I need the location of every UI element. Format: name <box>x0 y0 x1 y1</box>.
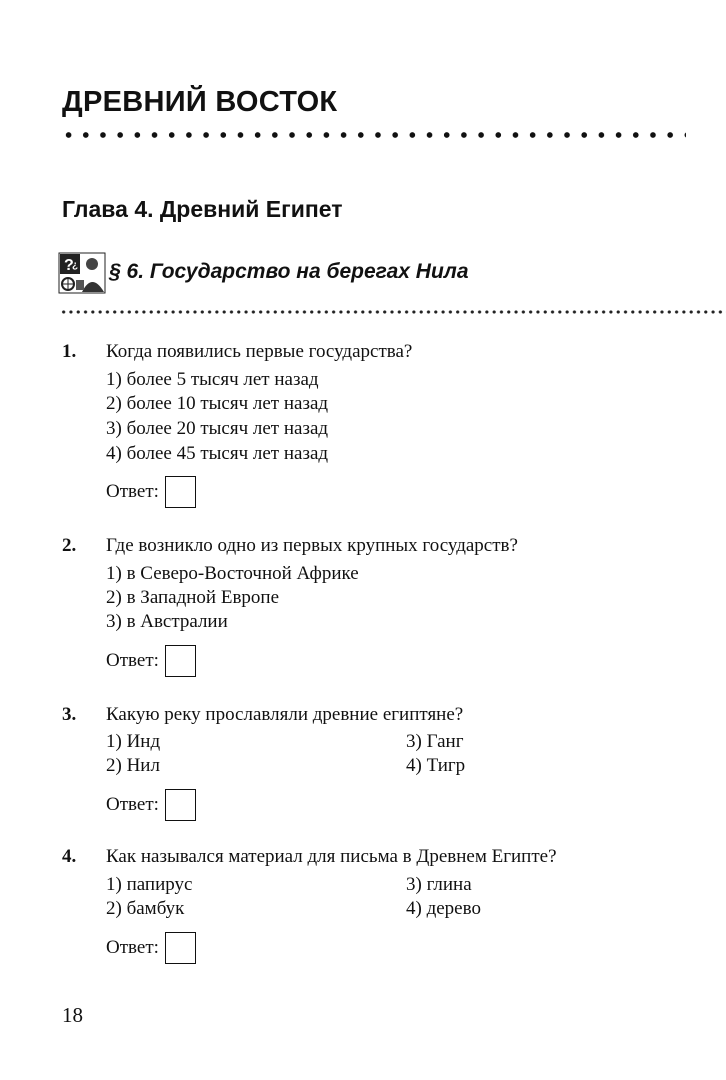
answer-option: 1) более 5 тысяч лет назад <box>106 369 319 390</box>
answer-option: 2) более 10 тысяч лет назад <box>106 393 329 414</box>
answer-option: 3) глина <box>406 874 472 895</box>
answer-option: 4) более 45 тысяч лет назад <box>106 443 329 464</box>
question-number: 3. <box>62 704 77 725</box>
answer-label: Ответ: <box>106 937 159 958</box>
answer-option: 3) Ганг <box>406 731 464 752</box>
svg-text:?: ? <box>64 257 74 274</box>
answer-row <box>106 645 196 677</box>
answer-option: 4) Тигр <box>406 755 466 776</box>
question-number: 1. <box>62 341 77 362</box>
question-text: Как назывался материал для письма в Древнем Египте? <box>106 846 557 867</box>
question-text: Какую реку прославляли древние египтяне? <box>106 704 464 725</box>
answer-option: 1) папирус <box>106 874 193 895</box>
chapter-title: Глава 4. Древний Египет <box>62 196 343 222</box>
answer-label: Ответ: <box>106 481 159 502</box>
answer-option: 1) Инд <box>106 731 161 752</box>
page-number: 18 <box>62 1003 83 1027</box>
section-heading: ДРЕВНИЙ ВОСТОК <box>62 86 338 118</box>
answer-row <box>106 932 196 964</box>
question-number: 4. <box>62 846 77 867</box>
answer-row <box>106 789 196 821</box>
question-text: Когда появились первые государства? <box>106 341 413 362</box>
answer-option: 3) в Австралии <box>106 611 228 632</box>
question-number: 2. <box>62 535 77 556</box>
answer-label: Ответ: <box>106 650 159 671</box>
question-text: Где возникло одно из первых крупных государств? <box>106 535 518 556</box>
answer-row <box>106 476 196 508</box>
answer-option: 2) бамбук <box>106 898 185 919</box>
answer-option: 1) в Северо-Восточной Африке <box>106 563 359 584</box>
svg-text:¿: ¿ <box>72 260 79 271</box>
quiz-illustration-icon <box>58 252 106 294</box>
answer-option: 4) дерево <box>406 898 481 919</box>
paragraph-title: § 6. Государство на берегах Нила <box>109 260 469 283</box>
answer-box[interactable] <box>165 476 196 508</box>
answer-box[interactable] <box>165 932 196 964</box>
answer-label: Ответ: <box>106 794 159 815</box>
dotted-divider <box>60 130 686 140</box>
answer-box[interactable] <box>165 789 196 821</box>
answer-option: 3) более 20 тысяч лет назад <box>106 418 329 439</box>
answer-box[interactable] <box>165 645 196 677</box>
dotted-divider <box>60 309 726 315</box>
answer-option: 2) в Западной Европе <box>106 587 280 608</box>
answer-option: 2) Нил <box>106 755 160 776</box>
